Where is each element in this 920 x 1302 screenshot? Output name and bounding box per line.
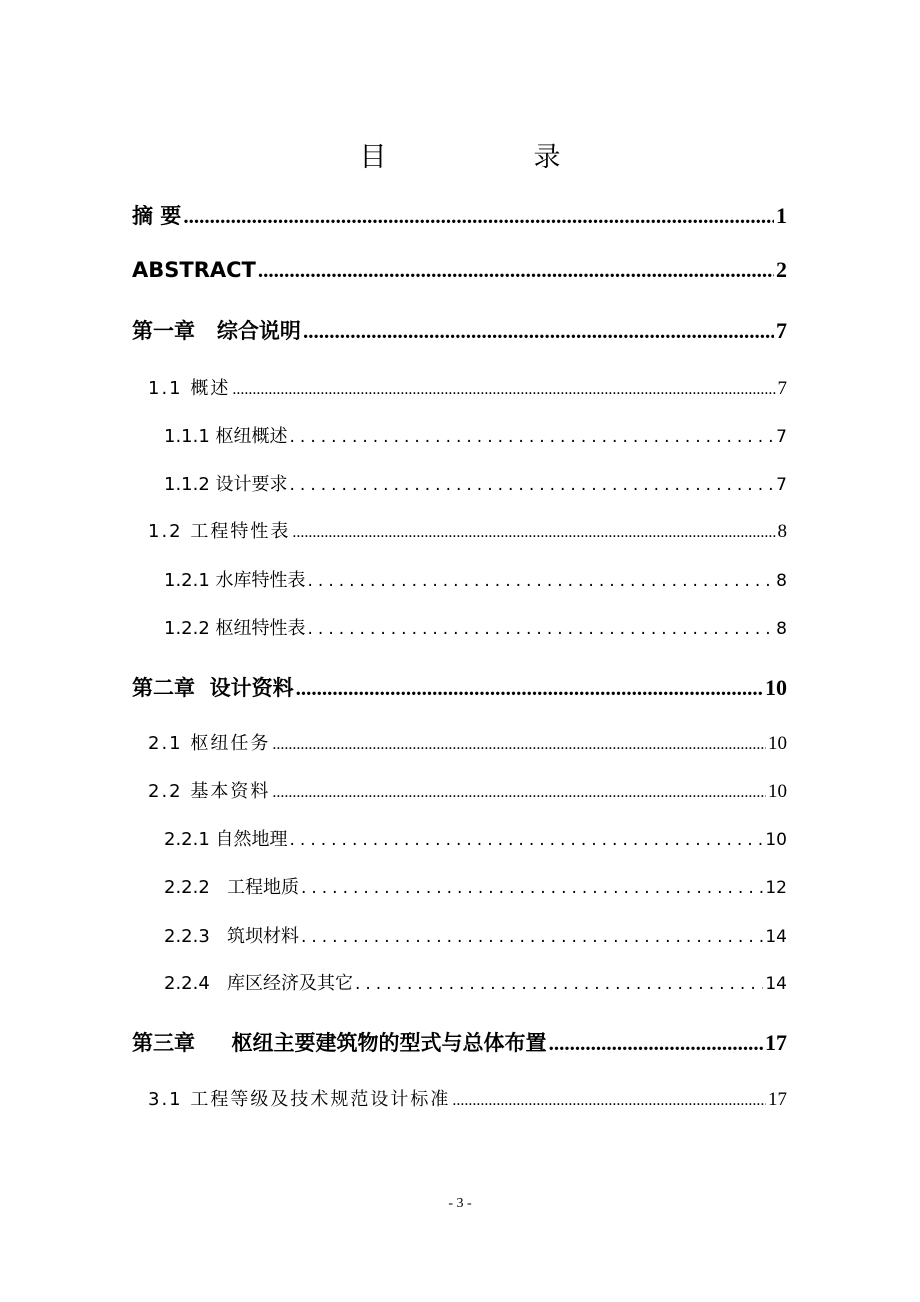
toc-entry-1-2-2[interactable] xyxy=(164,614,787,640)
toc-entry-1-2[interactable] xyxy=(148,517,787,543)
toc-entry-page: 10 xyxy=(765,675,787,700)
toc-entry-label: 2.2.1 自然地理 xyxy=(164,829,288,850)
toc-entry-page: 8 xyxy=(776,619,787,639)
toc-entry-abstract-cn[interactable] xyxy=(132,200,787,230)
toc-entry-label: 1.2.1 水库特性表 xyxy=(164,570,306,591)
toc-entry-page: 10 xyxy=(765,830,787,850)
dot-leader xyxy=(183,204,774,229)
toc-entry-label: 1.2.2 枢纽特性表 xyxy=(164,618,306,639)
toc-entry-page: 8 xyxy=(777,521,787,542)
dot-leader xyxy=(272,784,766,802)
dot-leader xyxy=(258,258,774,283)
toc-entry-page: 2 xyxy=(776,257,787,282)
toc-entry-chapter-1[interactable] xyxy=(132,315,787,345)
toc-entry-2-2-1[interactable] xyxy=(164,825,787,851)
toc-entry-page: 17 xyxy=(768,1089,787,1110)
toc-entry-label: 1.1.2 设计要求 xyxy=(164,474,288,495)
dot-leader xyxy=(301,878,763,898)
toc-entry-page: 7 xyxy=(776,318,787,343)
toc-entry-page: 7 xyxy=(776,475,787,495)
toc-entry-page: 7 xyxy=(776,427,787,447)
dot-leader xyxy=(290,830,764,850)
toc-entry-1-1[interactable] xyxy=(148,374,787,400)
toc-entry-2-2[interactable] xyxy=(148,777,787,803)
toc-entry-2-2-3[interactable] xyxy=(164,922,787,948)
toc-entry-label: 3.1 工程等级及技术规范设计标准 xyxy=(148,1089,451,1110)
toc-title: 目 录 xyxy=(359,142,621,173)
toc-entry-page: 10 xyxy=(768,733,787,754)
dot-leader xyxy=(452,1092,766,1110)
dot-leader xyxy=(292,524,775,542)
dot-leader xyxy=(290,475,775,495)
toc-entry-label: 2.2.2 工程地质 xyxy=(164,877,299,898)
toc-entry-1-1-1[interactable] xyxy=(164,422,787,448)
toc-entry-abstract-en[interactable] xyxy=(132,257,787,283)
dot-leader xyxy=(290,427,775,447)
toc-entry-page: 10 xyxy=(768,781,787,802)
toc-entry-page: 14 xyxy=(765,974,787,994)
toc-entry-1-1-2[interactable] xyxy=(164,470,787,496)
toc-entry-label: ABSTRACT xyxy=(132,258,256,282)
toc-entry-label: 2.2.4 库区经济及其它 xyxy=(164,973,353,994)
dot-leader xyxy=(272,736,766,754)
dot-leader xyxy=(549,1031,763,1056)
toc-entry-chapter-3[interactable] xyxy=(132,1027,787,1057)
dot-leader xyxy=(355,974,763,994)
toc-entry-page: 12 xyxy=(765,878,787,898)
toc-entry-page: 7 xyxy=(777,378,787,399)
toc-entry-label: 第三章 枢纽主要建筑物的型式与总体布置 xyxy=(132,1031,547,1055)
toc-entry-label: 2.2.3 筑坝材料 xyxy=(164,926,299,947)
dot-leader xyxy=(296,676,763,701)
toc-entry-page: 14 xyxy=(765,927,787,947)
toc-entry-label: 2.2 基本资料 xyxy=(148,781,271,802)
dot-leader xyxy=(308,571,775,591)
toc-entry-1-2-1[interactable] xyxy=(164,566,787,592)
toc-entry-label: 第二章 设计资料 xyxy=(132,676,294,700)
toc-entry-label: 第一章 综合说明 xyxy=(132,319,301,343)
dot-leader xyxy=(232,381,775,399)
toc-entry-label: 2.1 枢纽任务 xyxy=(148,733,271,754)
dot-leader xyxy=(301,927,763,947)
toc-entry-page: 17 xyxy=(765,1030,787,1055)
toc-entry-chapter-2[interactable] xyxy=(132,672,787,702)
toc-entry-2-2-2[interactable] xyxy=(164,873,787,899)
toc-entry-label: 1.2 工程特性表 xyxy=(148,521,291,542)
dot-leader xyxy=(308,619,775,639)
page-number-footer: - 3 - xyxy=(448,1196,472,1211)
dot-leader xyxy=(303,319,774,344)
toc-entry-3-1[interactable] xyxy=(148,1085,787,1111)
toc-entry-label: 摘 要 xyxy=(132,204,182,228)
toc-entry-page: 1 xyxy=(776,203,787,228)
toc-entry-2-1[interactable] xyxy=(148,729,787,755)
toc-entry-page: 8 xyxy=(776,571,787,591)
toc-entry-label: 1.1.1 枢纽概述 xyxy=(164,426,288,447)
toc-entry-label: 1.1 概述 xyxy=(148,378,231,399)
toc-entry-2-2-4[interactable] xyxy=(164,969,787,995)
